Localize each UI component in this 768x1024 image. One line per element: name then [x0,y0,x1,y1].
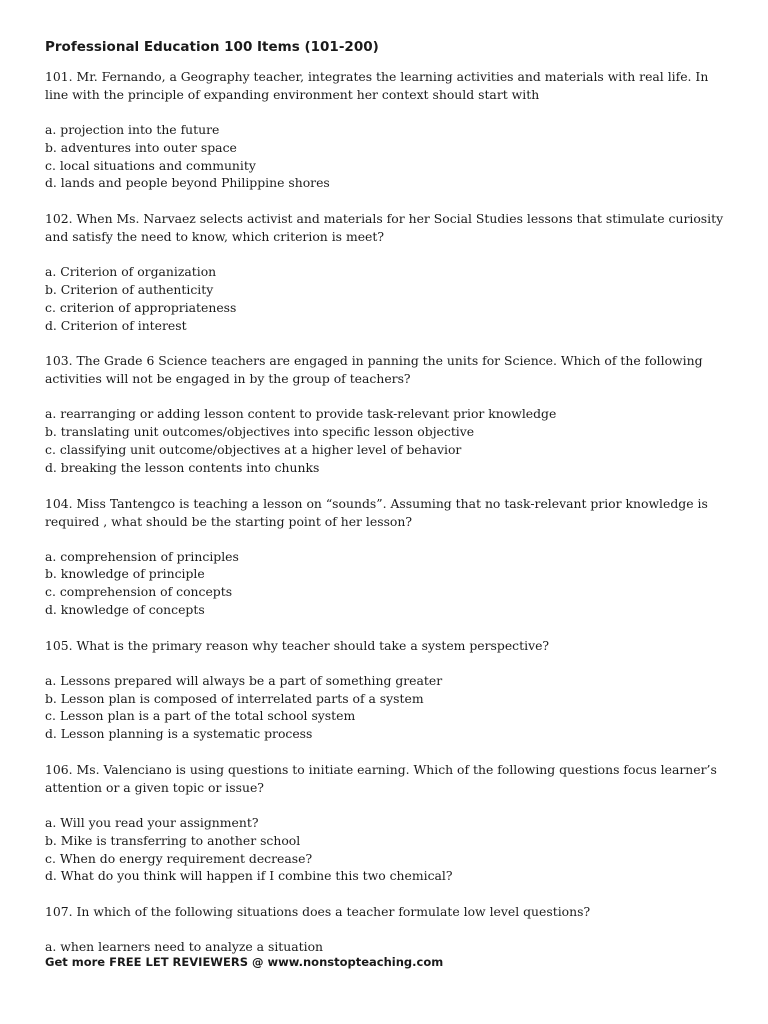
answer-option: d. What do you think will happen if I combine this two chemical? [45,868,453,884]
question-text: 102. When Ms. Narvaez selects activist and materials for her Social Studies lessons that stimulate curiosity and satisfy the need to know, which criterion is meet? [45,211,724,245]
answer-option: c. When do energy requirement decrease? [45,850,313,866]
answer-option: c. criterion of appropriateness [45,299,237,315]
answer-option: c. classifying unit outcome/objectives at a higher level of behavior [45,441,462,457]
answer-option: d. knowledge of concepts [45,601,205,617]
answer-options [45,814,735,885]
answer-option: a. Criterion of organization [45,264,217,280]
answer-option: c. Lesson plan is a part of the total school system [45,708,356,724]
answer-options [45,548,735,619]
question-text: 103. The Grade 6 Science teachers are engaged in panning the units for Science. Which of the following activities will not be engaged in by the group of teachers? [45,353,703,387]
answer-option: b. Lesson plan is composed of interrelated parts of a system [45,690,424,706]
question-item [45,761,735,885]
answer-option: a. rearranging or adding lesson content to provide task-relevant prior knowledge [45,406,557,422]
answer-option: b. Criterion of authenticity [45,281,214,297]
question-item [45,637,735,743]
answer-option: b. translating unit outcomes/objectives into specific lesson objective [45,424,475,440]
question-item [45,495,735,619]
question-text: 105. What is the primary reason why teacher should take a system perspective? [45,637,550,653]
question-text: 104. Miss Tantengco is teaching a lesson on “sounds”. Assuming that no task-relevant prior knowledge is required , what should be the starting point of her lesson? [45,495,708,529]
footer-promo-text: Get more FREE LET REVIEWERS @ www.nonstopteaching.com [45,955,444,969]
question-item [45,352,735,476]
answer-option: d. Criterion of interest [45,317,187,333]
answer-option: c. local situations and community [45,157,256,173]
answer-option: a. when learners need to analyze a situation [45,939,324,955]
answer-option: a. projection into the future [45,122,220,137]
answer-option: b. adventures into outer space [45,139,237,155]
document-page [45,38,735,974]
answer-option: a. Will you read your assignment? [45,814,259,830]
answer-option: c. comprehension of concepts [45,584,233,600]
answer-option: a. Lessons prepared will always be a part of something greater [45,672,443,688]
answer-option: d. Lesson planning is a systematic process [45,726,313,742]
answer-options [45,263,735,334]
answer-options [45,121,735,192]
question-item [45,68,735,192]
answer-options [45,672,735,743]
answer-option: d. lands and people beyond Philippine shores [45,175,330,191]
question-item [45,210,735,334]
answer-option: b. knowledge of principle [45,566,205,582]
document-title: Professional Education 100 Items (101-200) [45,39,379,55]
answer-option: d. breaking the lesson contents into chunks [45,459,320,475]
question-text: 107. In which of the following situations does a teacher formulate low level questions? [45,904,591,920]
answer-options [45,405,735,476]
question-text: 101. Mr. Fernando, a Geography teacher, integrates the learning activities and materials with real life. In line with the principle of expanding environment her context should start with [45,69,709,102]
question-text: 106. Ms. Valenciano is using questions to initiate earning. Which of the following questions focus learner’s attention or a given topic or issue? [45,761,717,795]
answer-option: b. Mike is transferring to another school [45,832,301,848]
question-item [45,903,735,956]
answer-option: a. comprehension of principles [45,548,239,564]
